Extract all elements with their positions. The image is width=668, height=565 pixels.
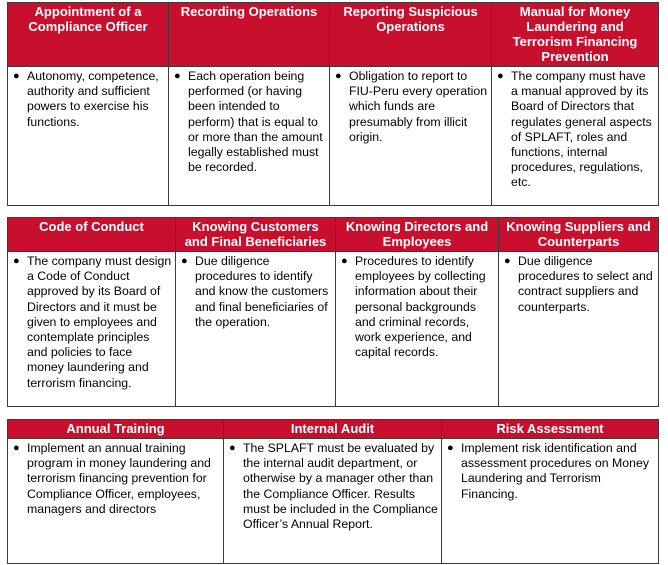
table1-cell-reporting-suspicious [330,67,492,206]
table3-header-risk-assessment: Risk Assessment [442,420,659,439]
bullet-icon: ● [13,442,20,454]
table3-body-row [8,439,659,564]
cell-text: Procedures to identify employees by collecting information about their personal backgrounds and criminal records, work experience, and capital records. [355,254,486,360]
table2-cell-knowing-suppliers [499,252,659,407]
cell-text: Due diligence procedures to select and contract suppliers and counterparts. [518,254,653,314]
table1-cell-recording-operations [169,67,330,206]
table2-header-row [8,218,659,252]
table2-cell-knowing-customers [176,252,336,407]
table1-header-manual: Manual for Money Laundering and Terrorism Financing Prevention [492,3,659,67]
table1-body-row [8,67,659,206]
bullet-icon: ● [335,70,342,82]
table1-cell-compliance-officer [8,67,169,206]
table3-header-row [8,420,659,439]
table1-header-reporting-suspicious: Reporting Suspicious Operations [330,3,492,67]
cell-text: Each operation being performed (or having been intended to perform) that is equal to or more than the amount legally established must be recorded. [188,69,323,175]
cell-text: The company must have a manual approved by its Board of Directors that regulates general aspects of SPLAFT, roles and functions, internal procedures, regulations, etc. [511,69,652,190]
cell-text: Due diligence procedures to identify and know the customers and final beneficiaries of the operation. [195,254,329,329]
cell-text: Autonomy, competence, authority and sufficient powers to exercise his functions. [27,69,159,129]
requirements-table-2 [7,217,659,407]
table1-header-recording-operations: Recording Operations [169,3,330,67]
table3-cell-annual-training [8,439,224,564]
table2-header-knowing-directors: Knowing Directors and Employees [336,218,499,252]
table3-cell-internal-audit [224,439,442,564]
bullet-icon: ● [447,442,454,454]
table3-cell-risk-assessment [442,439,659,564]
requirements-table-3 [7,419,659,564]
bullet-icon: ● [13,255,20,267]
table2-header-knowing-customers: Knowing Customers and Final Beneficiaries [176,218,336,252]
table2-header-code-of-conduct: Code of Conduct [8,218,176,252]
table1-cell-manual [492,67,659,206]
bullet-icon: ● [174,70,181,82]
cell-text: The company must design a Code of Conduct approved by its Board of Directors and it must be given to employees and contemplate principles and policies to face money laundering and terrorism financing. [27,254,172,390]
table3-header-internal-audit: Internal Audit [224,420,442,439]
bullet-icon: ● [229,442,236,454]
table2-body-row [8,252,659,407]
requirements-table-1 [7,2,659,206]
table1-header-row [8,3,659,67]
table2-cell-code-of-conduct [8,252,176,407]
bullet-icon: ● [13,70,20,82]
table2-header-knowing-suppliers: Knowing Suppliers and Counterparts [499,218,659,252]
cell-text: Implement risk identification and assessment procedures on Money Laundering and Terrorism Financing. [461,441,649,501]
bullet-icon: ● [497,70,504,82]
bullet-icon: ● [341,255,348,267]
table1-header-compliance-officer: Appointment of a Compliance Officer [8,3,169,67]
table3-header-annual-training: Annual Training [8,420,224,439]
bullet-icon: ● [181,255,188,267]
cell-text: Implement an annual training program in money laundering and terrorism financing prevention for Compliance Officer, employees, managers and directors [27,441,211,516]
table2-cell-knowing-directors [336,252,499,407]
cell-text: The SPLAFT must be evaluated by the internal audit department, or otherwise by a manager other than the Compliance Officer. Results must be included in the Compliance Officer’s Annual Report. [243,441,438,532]
cell-text: Obligation to report to FIU-Peru every operation which funds are presumably from illicit origin. [349,69,488,144]
bullet-icon: ● [504,255,511,267]
